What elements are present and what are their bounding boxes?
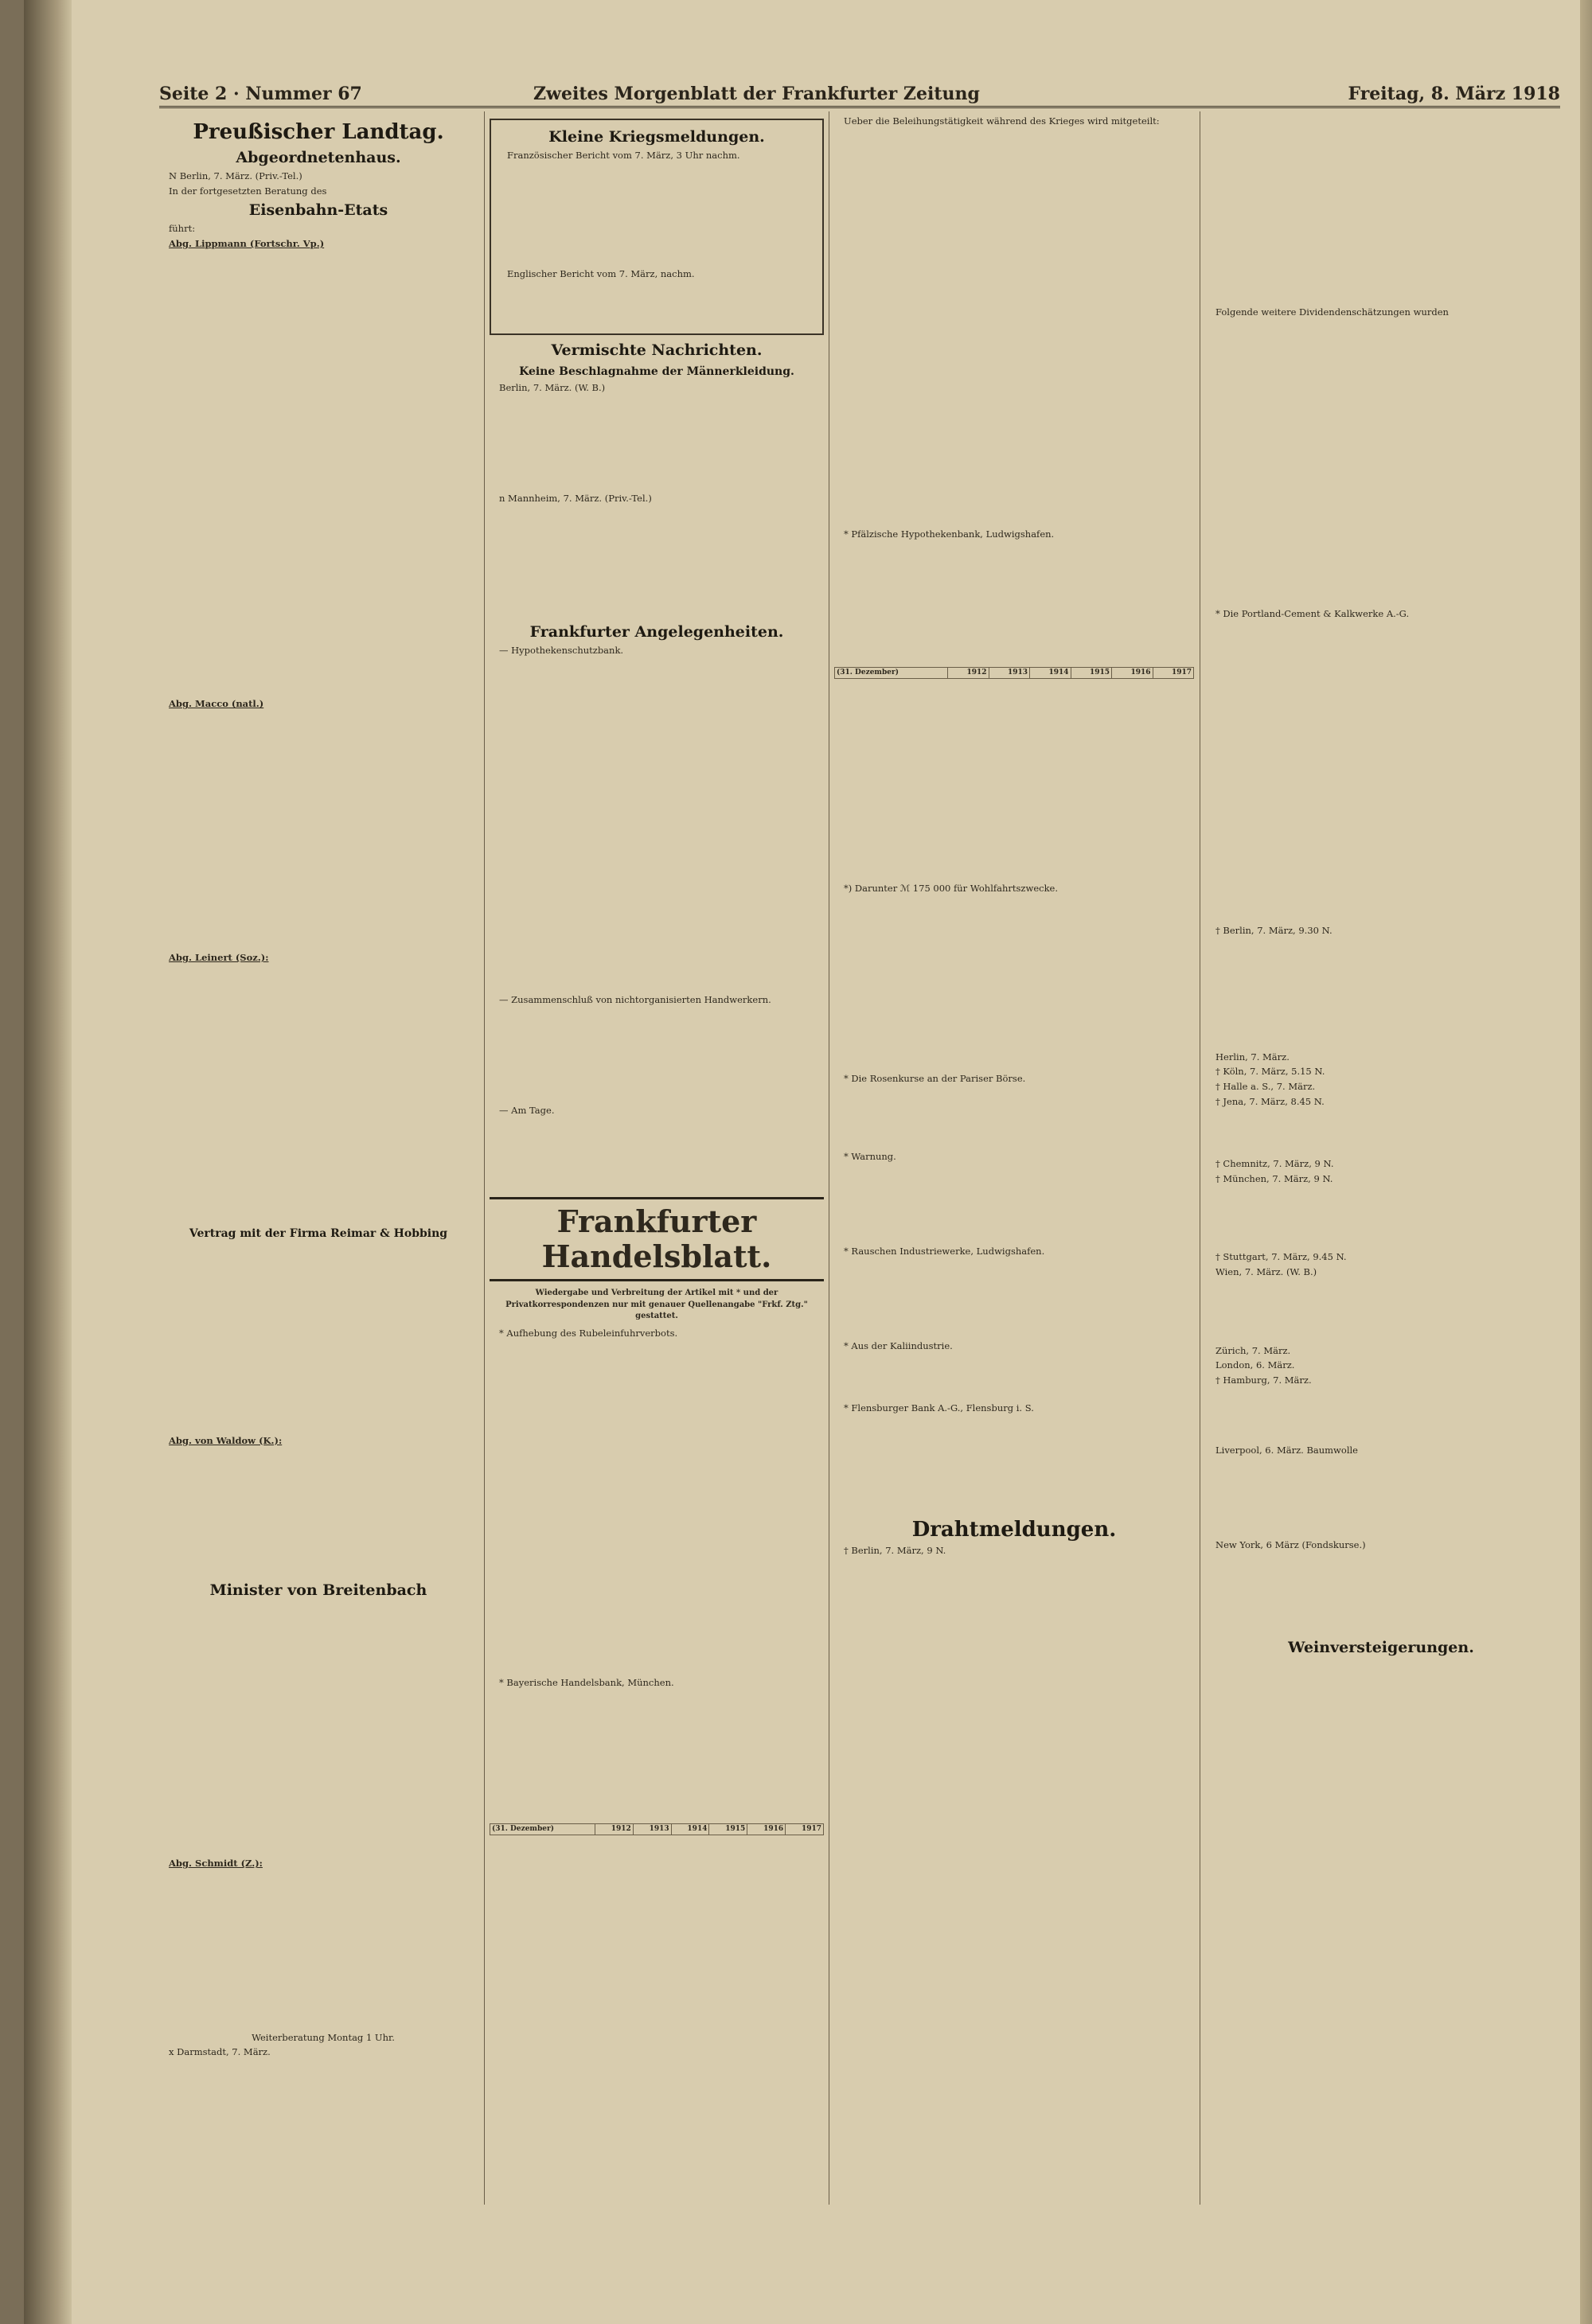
- paragraph-lead: — Hypothekenschutzbank.: [499, 645, 624, 657]
- paragraph-lead: Zürich, 7. März.: [1215, 1344, 1291, 1356]
- section-heading: Vermischte Nachrichten.: [551, 341, 763, 360]
- subheading: Keine Beschlagnahme der Männerkleidung.: [519, 365, 794, 379]
- page-edge: [1580, 0, 1592, 2324]
- masthead-note: Wiedergabe und Verbreitung der Artikel mit * und der Privatkorrespondenzen nur mit genauer Quellenangabe "Frkf. Ztg." gestattet.: [505, 1289, 808, 1321]
- news-box: [490, 119, 824, 335]
- body-text: [498, 165, 816, 268]
- paragraph-lead: * Die Rosenkurse an der Pariser Börse.: [844, 1072, 1026, 1084]
- body-text: [1206, 940, 1556, 1051]
- article-title: Preußischer Landtag.: [193, 120, 444, 144]
- dateline: † Berlin, 7. März, 9 N.: [844, 1544, 946, 1556]
- body-text: [1206, 1460, 1556, 1539]
- body-text: [1206, 1187, 1556, 1251]
- body-text: [159, 1873, 478, 2032]
- body-text: [490, 1119, 824, 1191]
- paragraph-lead: Liverpool, 6. März. Baumwolle: [1215, 1445, 1358, 1456]
- body-text: [490, 1343, 824, 1677]
- paragraph-lead: * Pfälzische Hypothekenbank, Ludwigshafen.: [844, 528, 1055, 540]
- balance-table: [490, 1823, 824, 1835]
- table-header-cell: 1912: [948, 668, 989, 679]
- paragraph-lead: † München, 7. März, 9 N.: [1215, 1172, 1333, 1184]
- body-text: [834, 1261, 1194, 1340]
- speaker-name: Abg. Schmidt (Z.):: [169, 1858, 263, 1870]
- table-header-cell: (31. Dezember): [835, 668, 948, 679]
- body-text: [1206, 622, 1556, 925]
- body-text: [490, 660, 824, 994]
- paragraph-lead: * Rauschen Industriewerke, Ludwigshafen.: [844, 1245, 1045, 1257]
- article-subtitle: Abgeordnetenhaus.: [236, 149, 401, 166]
- body-text: [834, 1355, 1194, 1402]
- column-rule: [484, 111, 485, 2205]
- paragraph-lead: — Am Tage.: [499, 1104, 555, 1116]
- section-heading-drahtmeldungen: Drahtmeldungen.: [911, 1517, 1117, 1542]
- header-newspaper-name: Zweites Morgenblatt der Frankfurter Zeitung: [533, 84, 980, 104]
- paragraph-lead: † Köln, 7. März, 5.15 N.: [1215, 1066, 1325, 1078]
- column-finance: [834, 115, 1194, 2201]
- masthead-handelsblatt: Frankfurter Handelsblatt.: [490, 1197, 824, 1281]
- paragraph-lead: * Die Portland-Cement & Kalkwerke A.-G.: [1215, 607, 1410, 619]
- report-lead: Französischer Bericht vom 7. März, 3 Uhr nachm.: [507, 150, 740, 161]
- page-header: [159, 82, 1560, 108]
- subheading: Vertrag mit der Firma Reimar & Hobbing: [189, 1226, 448, 1240]
- paragraph-lead: Ueber die Beleihungstätigkeit während des Krieges wird mitgeteilt:: [844, 115, 1160, 127]
- body-text: [1206, 322, 1556, 608]
- paragraph-lead: New York, 6 März (Fondskurse.): [1215, 1538, 1366, 1550]
- paragraph-lead: † Berlin, 7. März, 9.30 N.: [1215, 925, 1333, 937]
- speaker-name: Abg. Macco (natl.): [169, 698, 264, 710]
- paragraph-lead: * Bayerische Handelsbank, München.: [499, 1676, 674, 1688]
- body-text: [159, 252, 478, 698]
- body-text: [490, 1009, 824, 1105]
- table-header-cell: 1914: [671, 1824, 709, 1835]
- body-text: [1206, 1110, 1556, 1158]
- paragraph-lead: † Stuttgart, 7. März, 9.45 N.: [1215, 1251, 1347, 1263]
- body-text: [490, 1691, 824, 1819]
- paragraph-lead: Folgende weitere Dividendenschätzungen wurden: [1215, 306, 1449, 318]
- table-header-cell: 1912: [595, 1824, 634, 1835]
- table-header-cell: 1913: [633, 1824, 671, 1835]
- adjournment-note: Weiterberatung Montag 1 Uhr.: [252, 2031, 395, 2043]
- body-text: [159, 1449, 478, 1577]
- dateline: Berlin, 7. März. (W. B.): [499, 382, 606, 394]
- paragraph-lead: * Warnung.: [844, 1151, 896, 1163]
- paragraph-lead: † Jena, 7. März, 8.45 N.: [1215, 1095, 1325, 1107]
- speaker-name: Abg. Lippmann (Fortschr. Vp.): [169, 237, 325, 249]
- body-text: [834, 1087, 1194, 1151]
- section-heading: Minister von Breitenbach: [209, 1581, 427, 1600]
- table-header-cell: 1917: [786, 1824, 824, 1835]
- newspaper-page: [24, 0, 1580, 2324]
- section-heading: Frankfurter Angelegenheiten.: [529, 623, 784, 641]
- table-body-area: [834, 684, 1194, 883]
- header-page-number: Seite 2 · Nummer 67: [159, 84, 362, 104]
- table-header-cell: 1916: [1112, 668, 1153, 679]
- lead-text: In der fortgesetzten Beratung des: [169, 185, 327, 197]
- dateline: n Mannheim, 7. März. (Priv.-Tel.): [499, 492, 652, 504]
- paragraph-lead: Herlin, 7. März.: [1215, 1051, 1290, 1063]
- body-text: [1206, 115, 1556, 306]
- body-text: [834, 1417, 1194, 1513]
- paragraph-lead: Wien, 7. März. (W. B.): [1215, 1265, 1317, 1277]
- paragraph-lead: † Halle a. S., 7. März.: [1215, 1080, 1316, 1092]
- body-text: [159, 1244, 478, 1435]
- body-text: [159, 967, 478, 1222]
- column-markets: [1206, 115, 1556, 2201]
- table-header-cell: 1915: [1071, 668, 1111, 679]
- section-heading: Eisenbahn-Etats: [248, 201, 388, 220]
- body-text: [834, 131, 1194, 528]
- paragraph-lead: † Chemnitz, 7. März, 9 N.: [1215, 1158, 1334, 1170]
- body-text: [159, 713, 478, 952]
- speaker-name: Abg. Leinert (Soz.):: [169, 951, 269, 963]
- column-kriegsmeldungen: [490, 115, 824, 2201]
- binding-gutter: [24, 0, 72, 2324]
- table-header-cell: 1916: [747, 1824, 786, 1835]
- body-text: [490, 397, 824, 493]
- balance-table: [834, 667, 1194, 679]
- section-heading: Weinversteigerungen.: [1288, 1638, 1474, 1656]
- paragraph-lead: * Aus der Kaliindustrie.: [844, 1339, 953, 1351]
- dateline: N Berlin, 7. März. (Priv.-Tel.): [169, 170, 302, 181]
- body-text: [834, 543, 1194, 662]
- dateline: x Darmstadt, 7. März.: [169, 2046, 271, 2058]
- paragraph-lead: * Flensburger Bank A.-G., Flensburg i. S.: [844, 1402, 1034, 1414]
- body-text: [498, 283, 816, 330]
- body-text: [1206, 1389, 1556, 1445]
- paragraph-lead: † Hamburg, 7. März.: [1215, 1374, 1312, 1386]
- table-header-cell: 1913: [989, 668, 1029, 679]
- header-date: Freitag, 8. März 1918: [1348, 84, 1560, 104]
- column-landtag: [159, 115, 478, 2201]
- body-text: [834, 898, 1194, 1073]
- table-header-cell: 1915: [709, 1824, 747, 1835]
- body-text: [1206, 1554, 1556, 1634]
- table-footnote: *) Darunter ℳ 175 000 für Wohlfahrtszwecke.: [844, 883, 1059, 895]
- table-header-cell: 1914: [1030, 668, 1071, 679]
- paragraph-lead: * Aufhebung des Rubeleinfuhrverbots.: [499, 1327, 678, 1339]
- paragraph-lead: London, 6. März.: [1215, 1359, 1295, 1371]
- paragraph-lead: — Zusammenschluß von nichtorganisierten Handwerkern.: [499, 993, 771, 1005]
- body-text: [159, 1603, 478, 1858]
- article-title: Kleine Kriegsmeldungen.: [548, 128, 765, 146]
- table-header-cell: (31. Dezember): [490, 1824, 595, 1835]
- table-header-cell: 1917: [1153, 668, 1194, 679]
- body-text: [490, 507, 824, 618]
- body-text: [1206, 1281, 1556, 1345]
- intro-text: führt:: [169, 223, 196, 235]
- body-text: [834, 1166, 1194, 1246]
- speaker-name: Abg. von Waldow (K.):: [169, 1434, 283, 1446]
- report-lead: Englischer Bericht vom 7. März, nachm.: [507, 267, 695, 279]
